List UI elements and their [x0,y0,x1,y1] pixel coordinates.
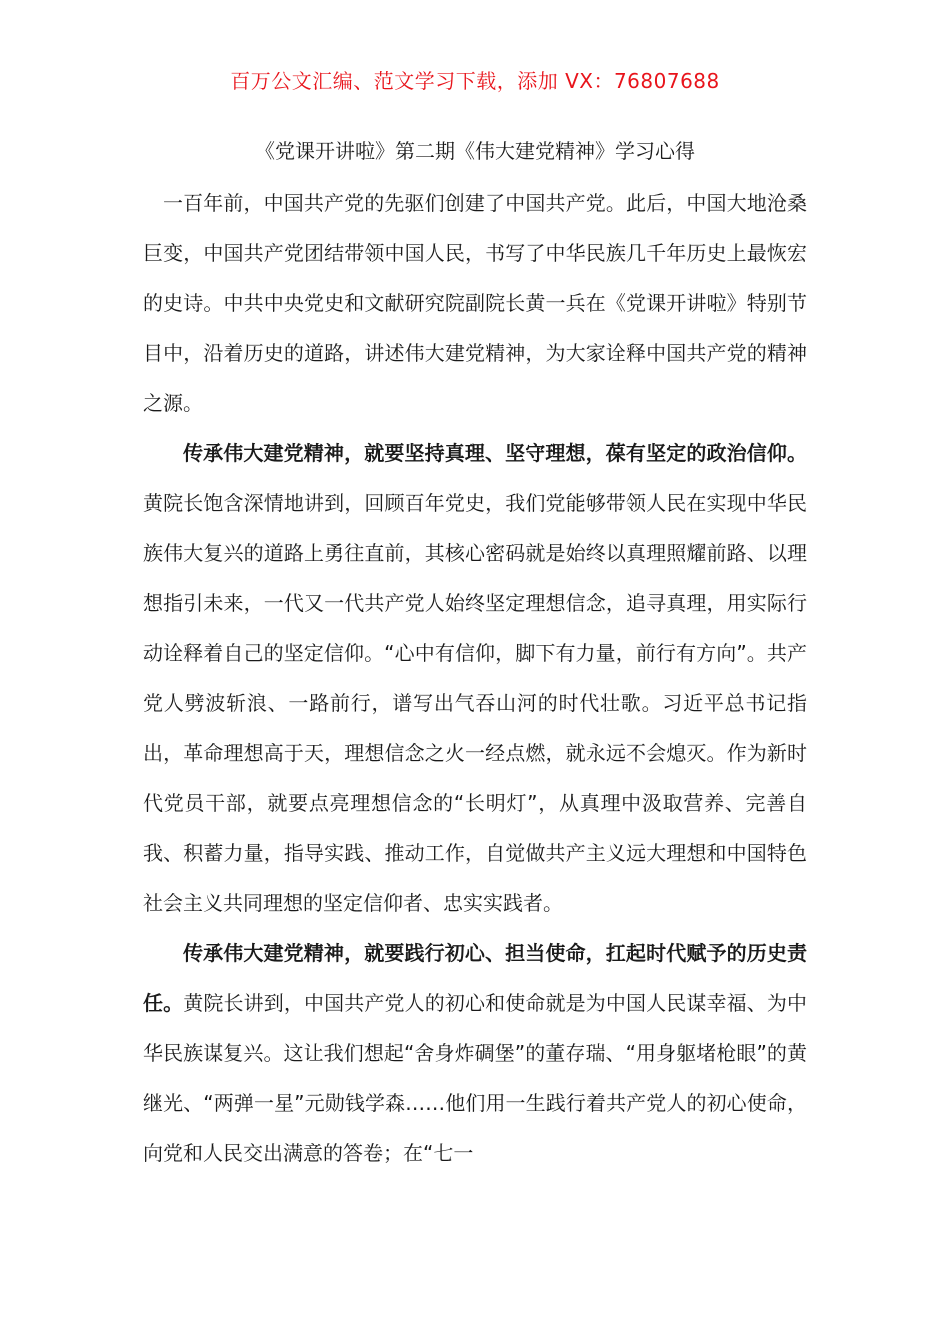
paragraph-lead: 传承伟大建党精神，就要坚持真理、坚守理想，葆有坚定的政治信仰。 [183,441,807,465]
paragraph-mission [143,928,807,1178]
document-title: 《党课开讲啦》第二期《伟大建党精神》学习心得 [255,139,695,163]
document-body [143,178,807,1178]
paragraph-truth-ideals [143,428,807,928]
paragraph-intro [143,178,807,428]
paragraph-text: 一百年前，中国共产党的先驱们创建了中国共产党。此后，中国大地沧桑巨变，中国共产党团结带领中国人民，书写了中华民族几千年历史上最恢宏的史诗。中共中央党史和文献研究院副院长黄一兵在《党课开讲啦》特别节目中，沿着历史的道路，讲述伟大建党精神，为大家诠释中国共产党的精神之源。 [143,191,807,415]
paragraph-text: 黄院长饱含深情地讲到，回顾百年党史，我们党能够带领人民在实现中华民族伟大复兴的道路上勇往直前，其核心密码就是始终以真理照耀前路、以理想指引未来，一代又一代共产党人始终坚定理想信念，追寻真理，用实际行动诠释着自己的坚定信仰。“心中有信仰，脚下有力量，前行有方向”。共产党人劈波斩浪、一路前行，谱写出气吞山河的时代壮歌。习近平总书记指出，革命理想高于天，理想信念之火一经点燃，就永远不会熄灭。作为新时代党员干部，就要点亮理想信念的“长明灯”，从真理中汲取营养、完善自我、积蓄力量，指导实践、推动工作，自觉做共产主义远大理想和中国特色社会主义共同理想的坚定信仰者、忠实实践者。 [143,491,807,915]
paragraph-lead: 传承伟大建党精神，就要践行初心、担当使命，扛起时代赋予的历史责任。 [143,941,807,1015]
paragraph-text: 黄院长讲到，中国共产党人的初心和使命就是为中国人民谋幸福、为中华民族谋复兴。这让我们想起“舍身炸碉堡”的董存瑞、“用身躯堵枪眼”的黄继光、“两弹一星”元勋钱学森……他们用一生践行着共产党人的初心使命，向党和人民交出满意的答卷；在“七一 [143,991,807,1165]
header-ad-text: 百万公文汇编、范文学习下载，添加 VX：76807688 [230,69,720,93]
